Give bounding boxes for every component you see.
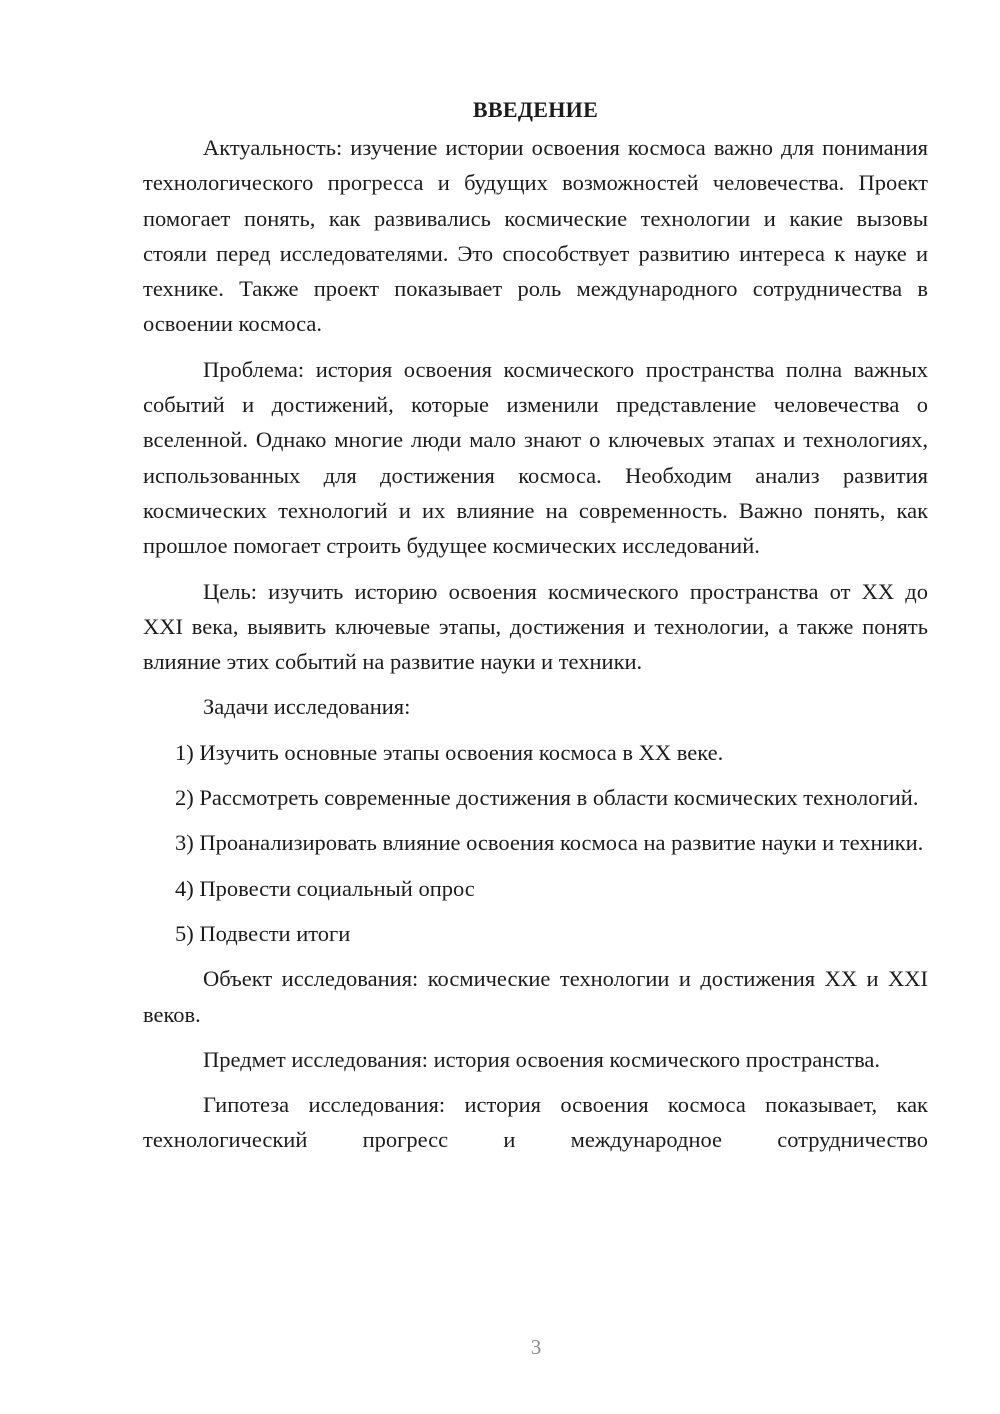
- page-number: 3: [530, 1335, 542, 1359]
- relevance-paragraph: Актуальность: изучение истории освоения космоса важно для понимания технологического прогресса и будущих возможностей человечества. Проект помогает понять, как развивались космические технологии и какие вызовы стояли перед исследователями. Это способствует развитию интереса к науке и технике. Также проект показывает роль международного сотрудничества в освоении космоса.: [143, 135, 928, 337]
- problem-paragraph: Проблема: история освоения космического пространства полна важных событий и достижений, которые изменили представление человечества о вселенной. Однако многие люди мало знают о ключевых этапах и технологиях, использованных для достижения космоса. Необходим анализ развития космических технологий и их влияние на современность. Важно понять, как прошлое помогает строить будущее космических исследований.: [143, 356, 928, 559]
- goal-paragraph: Цель: изучить историю освоения космического пространства от XX до XXI века, выявить ключевые этапы, достижения и технологии, а также понять влияние этих событий на развитие науки и техники.: [143, 578, 928, 675]
- page-content: [143, 92, 928, 1168]
- task-item: 5) Подвести итоги: [175, 920, 351, 946]
- section-heading: ВВЕДЕНИЕ: [472, 97, 599, 122]
- task-item: 2) Рассмотреть современные достижения в области космических технологий.: [175, 785, 919, 811]
- task-item: 1) Изучить основные этапы освоения космоса в XX веке.: [175, 739, 724, 765]
- task-item: 3) Проанализировать влияние освоения космоса на развитие науки и техники.: [175, 830, 924, 856]
- object-paragraph: Объект исследования: космические технологии и достижения XX и XXI веков.: [143, 966, 928, 1027]
- tasks-heading: Задачи исследования:: [203, 694, 411, 720]
- hypothesis-paragraph: Гипотеза исследования: история освоения космоса показывает, как технологический прогресс и международное сотрудничество: [143, 1092, 928, 1153]
- task-item: 4) Провести социальный опрос: [175, 875, 475, 901]
- subject-paragraph: Предмет исследования: история освоения космического пространства.: [203, 1046, 881, 1072]
